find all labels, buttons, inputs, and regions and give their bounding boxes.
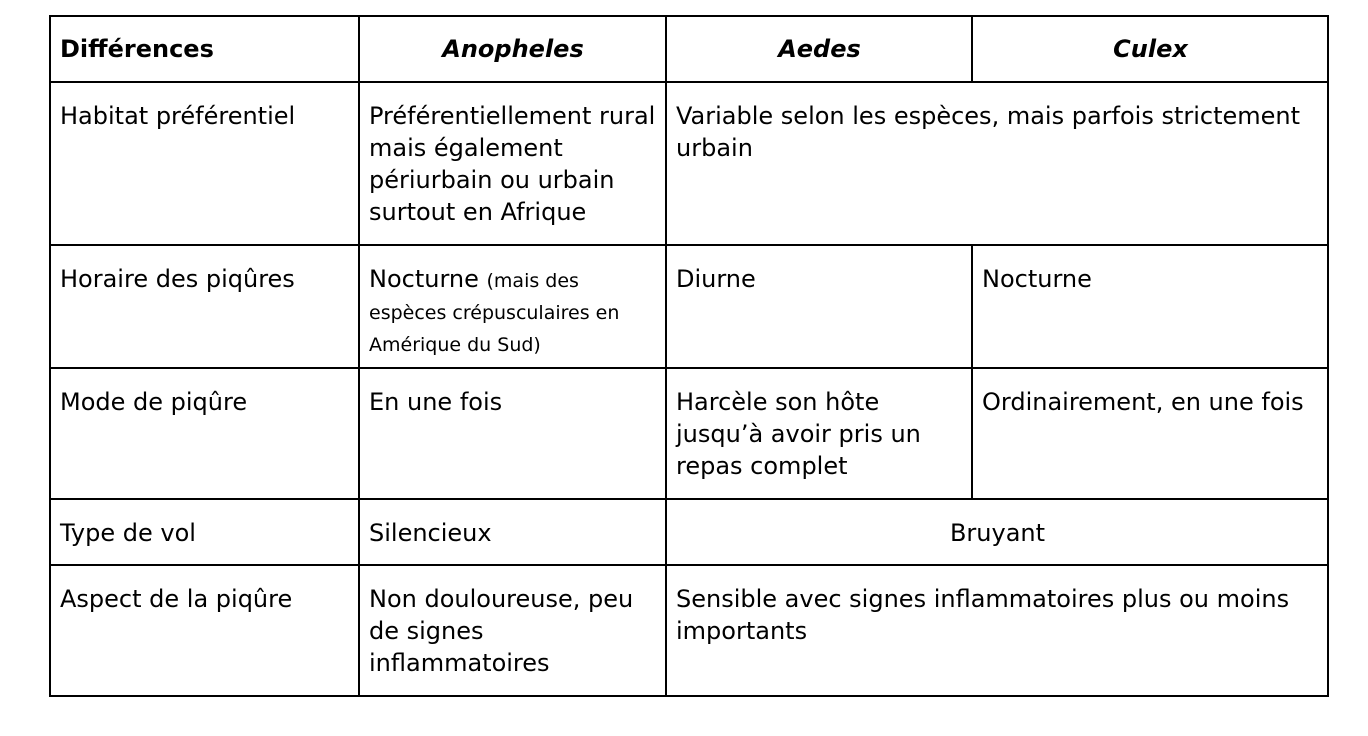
cell-vol-anopheles: Silencieux: [359, 499, 666, 565]
table-row-vol: [50, 499, 1328, 565]
comparison-table: [49, 15, 1329, 697]
cell-horaire-aedes: Diurne: [666, 245, 972, 368]
cell-horaire-culex: Nocturne: [972, 245, 1328, 368]
cell-horaire-anopheles-note: (mais des espèces crépusculaires en Amérique du Sud): [369, 270, 620, 356]
header-row: [50, 16, 1328, 82]
cell-mode-culex: Ordinairement, en une fois: [972, 368, 1328, 499]
header-culex: Culex: [972, 16, 1328, 82]
header-anopheles: Anopheles: [359, 16, 666, 82]
row-label-habitat: Habitat préférentiel: [50, 82, 359, 245]
row-label-horaire: Horaire des piqûres: [50, 245, 359, 368]
table-row-horaire: [50, 245, 1328, 368]
row-label-mode: Mode de piqûre: [50, 368, 359, 499]
table-row-habitat: [50, 82, 1328, 245]
cell-vol-aedes-culex: Bruyant: [666, 499, 1328, 565]
cell-horaire-anopheles-main: Nocturne: [369, 265, 479, 293]
row-label-vol: Type de vol: [50, 499, 359, 565]
header-aedes: Aedes: [666, 16, 972, 82]
cell-habitat-anopheles: Préférentiellement rural mais également périurbain ou urbain surtout en Afrique: [359, 82, 666, 245]
header-differences: Différences: [50, 16, 359, 82]
cell-aspect-aedes-culex: Sensible avec signes inflammatoires plus ou moins importants: [666, 565, 1328, 696]
cell-aspect-anopheles: Non douloureuse, peu de signes inflammatoires: [359, 565, 666, 696]
table-row-aspect: [50, 565, 1328, 696]
cell-habitat-aedes-culex: Variable selon les espèces, mais parfois strictement urbain: [666, 82, 1328, 245]
table-row-mode: [50, 368, 1328, 499]
cell-horaire-anopheles: [359, 245, 666, 368]
row-label-aspect: Aspect de la piqûre: [50, 565, 359, 696]
cell-mode-anopheles: En une fois: [359, 368, 666, 499]
cell-mode-aedes: Harcèle son hôte jusqu’à avoir pris un repas complet: [666, 368, 972, 499]
